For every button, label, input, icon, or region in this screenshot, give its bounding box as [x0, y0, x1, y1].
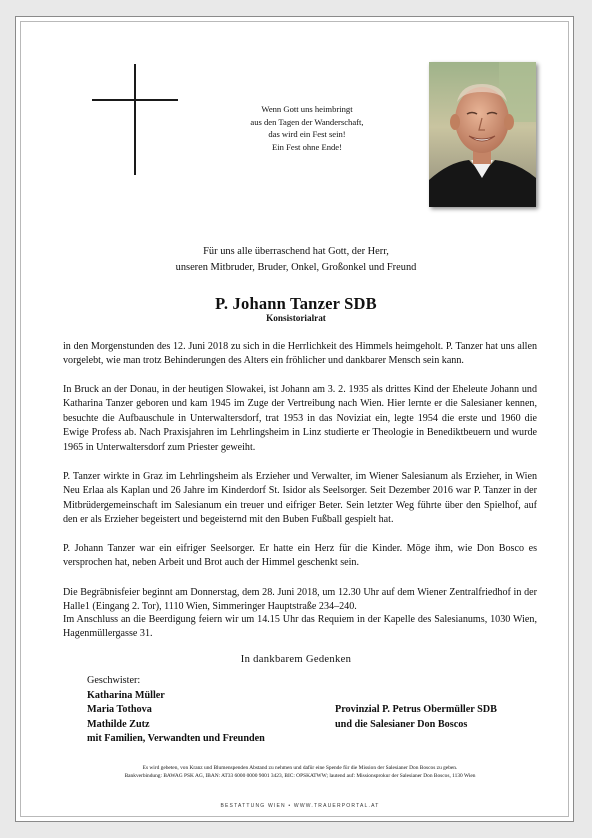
poem-line: aus den Tagen der Wanderschaft,	[250, 116, 364, 127]
paragraph: P. Tanzer wirkte in Graz im Lehrlingsheim als Erzieher und Verwalter, im Wiener Salesianum als Erzieher, in Wien Neu Erlaa als Kaplan und 26 Jahre im Kinderdorf St. Isidor als Seelsorger. Seit Dezember 2016 war P. Tanzer in der Mitbrüdergemeinschaft im Salesianum ein treuer und eifriger Beter. Sein letzter Weg führte über den Spielhof, auf den er als Erzieher begeistert und begeisternd mit den Buben Fußball gespielt hat.	[63, 471, 537, 526]
notice-line: Es wird gebeten, von Kranz und Blumenspenden Abstand zu nehmen und dafür eine Spende für die Mission der Salesianer Don Boscos zu geben.	[142, 765, 458, 771]
intro-text	[61, 244, 531, 276]
cross-icon-bar	[92, 99, 178, 101]
paragraph: P. Johann Tanzer war ein eifriger Seelsorger. Er hatte ein Herz für die Kinder. Möge ihm, wie Don Bosco es versprochen hat, neben Arbeit und Brot auch der Himmel geschenkt sein.	[63, 543, 537, 569]
poem-line: Ein Fest ohne Ende!	[272, 141, 342, 152]
mourner-family: mit Familien, Verwandten und Freunden	[87, 733, 265, 745]
mourners-family	[87, 674, 265, 747]
mourner-name: Katharina Müller	[87, 689, 165, 701]
intro-line: unseren Mitbruder, Bruder, Onkel, Großonkel und Freund	[175, 262, 417, 273]
closing-phrase: In dankbarem Gedenken	[240, 654, 352, 665]
death-notice-card	[15, 16, 574, 822]
portrait-photo	[429, 62, 536, 207]
provincial-name: Provinzial P. Petrus Obermüller SDB	[335, 704, 497, 715]
poem	[206, 103, 408, 153]
mourner-name: Mathilde Zutz	[87, 718, 150, 730]
paragraph: Die Begräbnisfeier beginnt am Donnerstag, dem 28. Juni 2018, um 12.30 Uhr auf dem Wiener Zentralfriedhof in der Halle1 (Eingang 2. Tor), 1110 Wien, Simmeringer Hauptstraße 234–240.	[63, 587, 537, 613]
footer-brand: BESTATTUNG WIEN • WWW.TRAUERPORTAL.AT	[220, 803, 380, 809]
poem-line: das wird ein Fest sein!	[268, 129, 346, 140]
cross-icon	[134, 64, 136, 175]
donation-notice	[55, 764, 545, 780]
intro-line: Für uns alle überraschend hat Gott, der Herr,	[203, 246, 389, 257]
inner-frame	[20, 21, 569, 817]
mourner-name: Maria Tothova	[87, 704, 152, 716]
paragraph: In Bruck an der Donau, in der heutigen Slowakei, ist Johann am 3. 2. 1935 als drittes Kind der Eheleute Johann und Katharina Tanzer geboren und kam 1945 im Zuge der Vertreibung nach Wien. Hier lernte er die Salesianer kennen, besuchte die Aufbauschule in Unterwaltersdorf, trat 1953 in das Noviziat ein, legte 1954 die erste und 1960 die Ewige Profess ab. Nach Praxisjahren im Lehrlingsheim in Linz studierte er Theologie in Benediktbeuern und wurde 1965 in Unterwaltersdorf zum Priester geweiht.	[63, 384, 537, 453]
paragraph: Im Anschluss an die Beerdigung feiern wir um 14.15 Uhr das Requiem in der Kapelle des Salesianums, 1030 Wien, Hagenmüllergasse 31.	[63, 614, 537, 640]
paragraph: in den Morgenstunden des 12. Juni 2018 zu sich in die Herrlichkeit des Himmels heimgeholt. P. Tanzer hat uns allen vorgelebt, wie man trotz Behinderungen des Alters ein fröhlicher und dankbarer Mensch sein kann.	[63, 341, 537, 367]
bank-details: Bankverbindung: BAWAG PSK AG, IBAN: AT33 6000 0000 9001 3423, BIC: OPSKATWW; lautend auf: Missionsprokur der Salesianer Don Boscos, 1130 Wien	[124, 773, 476, 779]
poem-line: Wenn Gott uns heimbringt	[261, 104, 353, 114]
mourners-order	[335, 703, 497, 732]
order-name: und die Salesianer Don Boscos	[335, 718, 468, 730]
siblings-heading: Geschwister:	[87, 675, 141, 686]
deceased-name: P. Johann Tanzer SDB	[215, 294, 377, 313]
deceased-title: Konsistorialrat	[266, 313, 326, 323]
